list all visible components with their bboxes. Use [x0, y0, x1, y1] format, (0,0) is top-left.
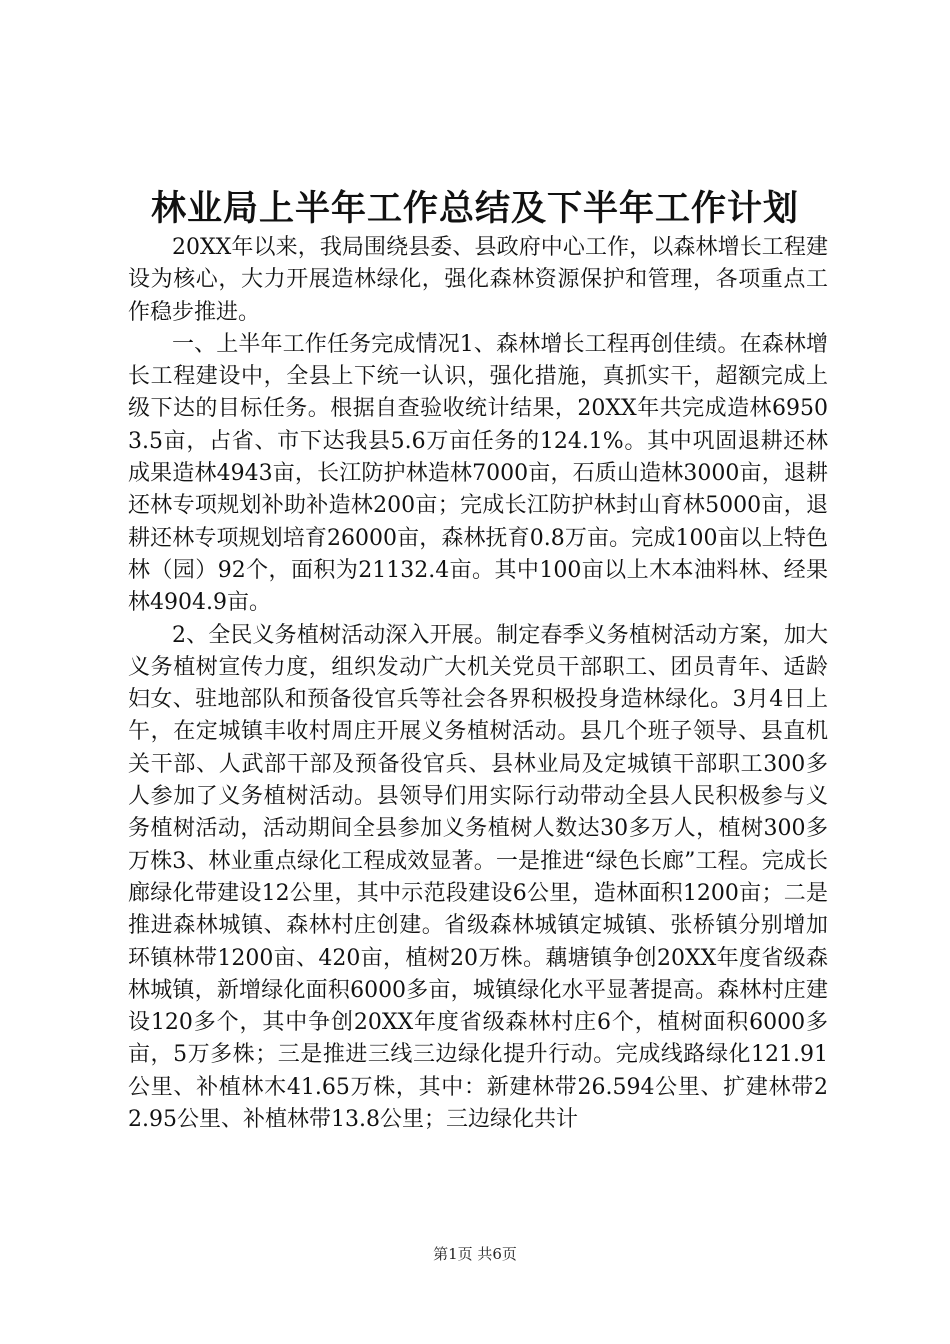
document-body — [128, 232, 828, 1136]
paragraph-intro: 20XX年以来，我局围绕县委、县政府中心工作，以森林增长工程建设为核心，大力开展造林绿化，强化森林资源保护和管理，各项重点工作稳步推进。 — [128, 235, 828, 325]
page-footer: 第1页 共6页 — [433, 1245, 517, 1263]
paragraph-section-1: 一、上半年工作任务完成情况1、森林增长工程再创佳绩。在森林增长工程建设中，全县上下统一认识，强化措施，真抓实干，超额完成上级下达的目标任务。根据自查验收统计结果，20XX年共完成造林69503.5亩，占省、市下达我县5.6万亩任务的124.1%。其中巩固退耕还林成果造林4943亩，长江防护林造林7000亩，石质山造林3000亩，退耕还林专项规划补助补造林200亩；完成长江防护林封山育林5000亩，退耕还林专项规划培育26000亩，森林抚育0.8万亩。完成100亩以上特色林（园）92个，面积为21132.4亩。其中100亩以上木本油料林、经果林4904.9亩。 — [128, 331, 828, 616]
paragraph-section-2: 2、全民义务植树活动深入开展。制定春季义务植树活动方案，加大义务植树宣传力度，组织发动广大机关党员干部职工、团员青年、适龄妇女、驻地部队和预备役官兵等社会各界积极投身造林绿化。3月4日上午，在定城镇丰收村周庄开展义务植树活动。县几个班子领导、县直机关干部、人武部干部及预备役官兵、县林业局及定城镇干部职工300多人参加了义务植树活动。县领导们用实际行动带动全县人民积极参与义务植树活动，活动期间全县参加义务植树人数达30多万人，植树300多万株3、林业重点绿化工程成效显著。一是推进“绿色长廊”工程。完成长廊绿化带建设12公里，其中示范段建设6公里，造林面积1200亩；二是推进森林城镇、森林村庄创建。省级森林城镇定城镇、张桥镇分别增加环镇林带1200亩、420亩，植树20万株。藕塘镇争创20XX年度省级森林城镇，新增绿化面积6000多亩，城镇绿化水平显著提高。森林村庄建设120多个，其中争创20XX年度省级森林村庄6个，植树面积6000多亩，5万多株；三是推进三线三边绿化提升行动。完成线路绿化121.91公里、补植林木41.65万株，其中：新建林带26.594公里、扩建林带22.95公里、补植林带13.8公里；三边绿化共计 — [128, 622, 828, 1133]
document-title: 林业局上半年工作总结及下半年工作计划 — [150, 189, 799, 229]
